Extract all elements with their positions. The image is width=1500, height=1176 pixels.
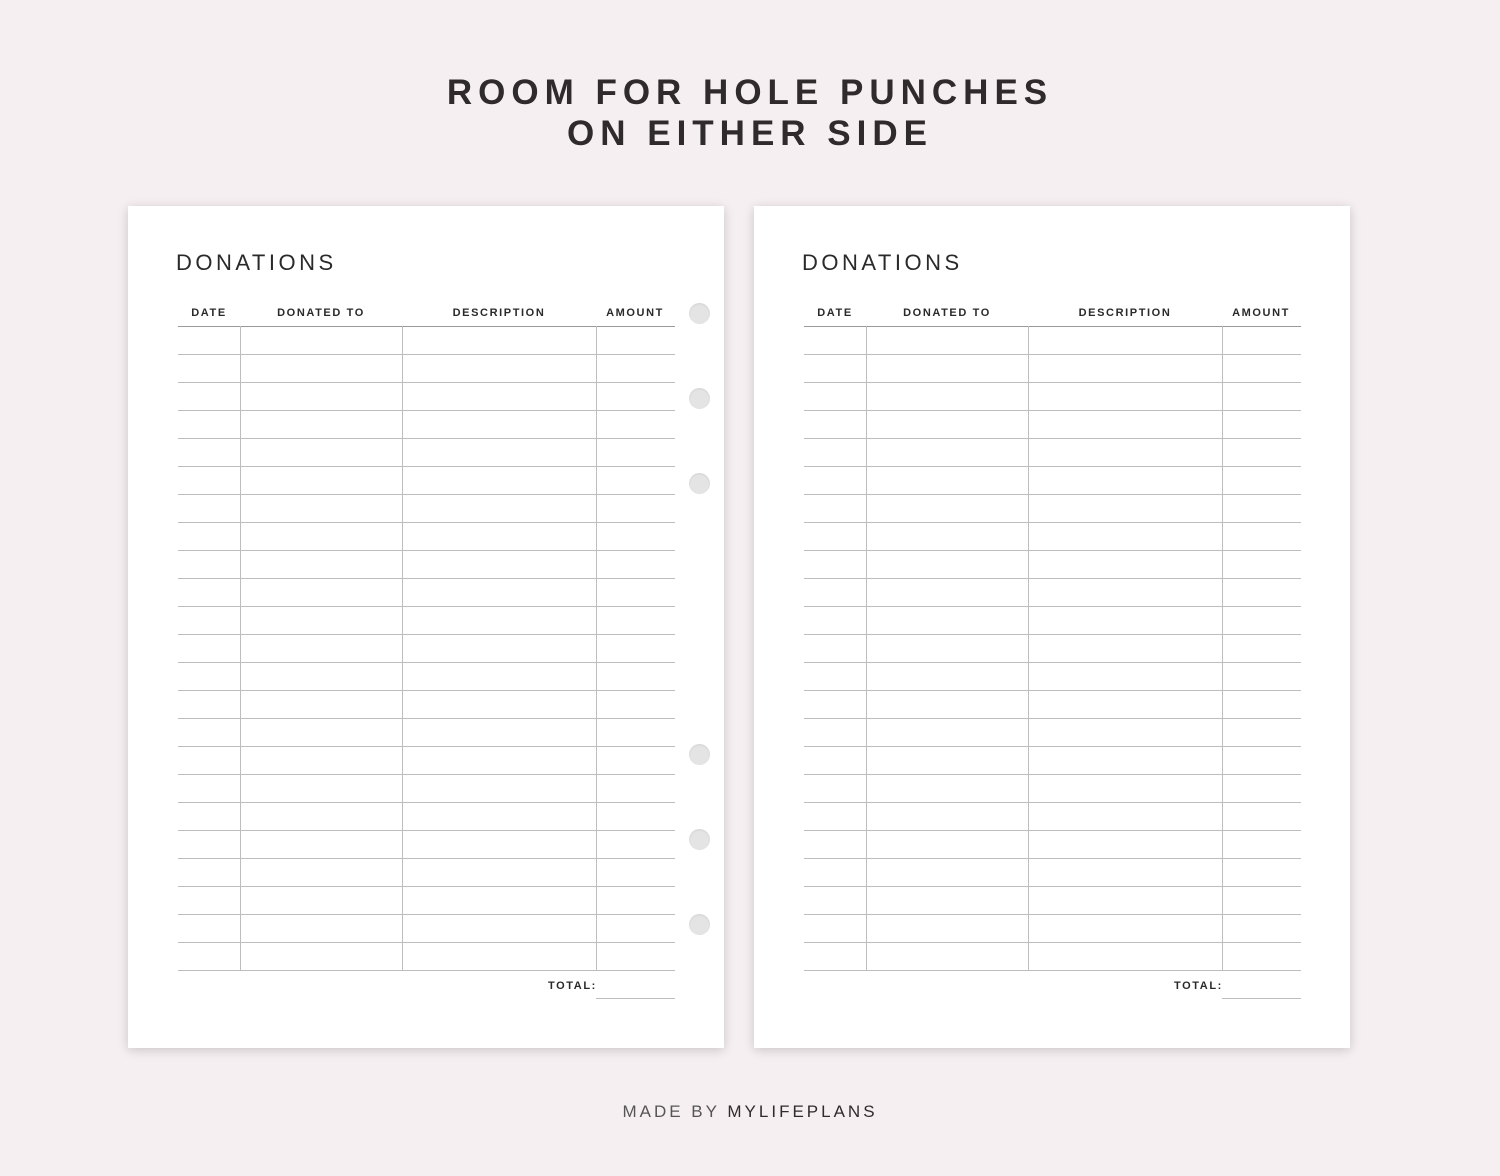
table-row-line (804, 578, 1301, 579)
column-header-donated-to: DONATED TO (277, 307, 365, 319)
table-row-line (178, 802, 675, 803)
column-header-description: DESCRIPTION (452, 307, 546, 319)
table-row-line (178, 858, 675, 859)
table-row-line (178, 410, 675, 411)
footer-brand: MYLIFEPLANS (727, 1102, 878, 1121)
header-rule (178, 326, 675, 327)
headline (0, 72, 1500, 154)
hole-punch-icon (689, 829, 710, 850)
table-row-line (804, 634, 1301, 635)
table-row-line (178, 550, 675, 551)
column-header-donated-to: DONATED TO (903, 307, 991, 319)
table-row-line (178, 578, 675, 579)
column-divider (866, 326, 867, 970)
table-row-line (178, 886, 675, 887)
footer-prefix: MADE BY (622, 1102, 720, 1121)
table-row-line (804, 354, 1301, 355)
donations-sheet-left (128, 206, 724, 1048)
table-row-line (178, 774, 675, 775)
headline-line-1: ROOM FOR HOLE PUNCHES (446, 73, 1054, 112)
table-row-line (804, 774, 1301, 775)
table-row-line (178, 522, 675, 523)
table-row-line (178, 830, 675, 831)
table-row-line (178, 494, 675, 495)
table-row-line (804, 550, 1301, 551)
table-row-line (804, 970, 1301, 971)
column-header-description: DESCRIPTION (1078, 307, 1172, 319)
column-header-date: DATE (191, 307, 227, 319)
headline-line-2: ON EITHER SIDE (567, 114, 933, 153)
table-row-line (804, 494, 1301, 495)
column-header-amount: AMOUNT (606, 307, 664, 319)
table-row-line (178, 914, 675, 915)
hole-punch-icon (689, 303, 710, 324)
column-header-date: DATE (817, 307, 853, 319)
column-divider (1222, 326, 1223, 970)
table-row-line (804, 382, 1301, 383)
table-row-line (804, 662, 1301, 663)
table-row-line (178, 466, 675, 467)
hole-punch-icon (689, 744, 710, 765)
total-label: TOTAL: (1174, 980, 1223, 992)
hole-punch-icon (689, 388, 710, 409)
column-divider (1028, 326, 1029, 970)
table-row-line (804, 690, 1301, 691)
total-field[interactable] (1222, 998, 1301, 999)
table-row-line (178, 438, 675, 439)
total-field[interactable] (596, 998, 675, 999)
sheet-title: DONATIONS (802, 250, 963, 275)
table-row-line (178, 354, 675, 355)
table-row-line (804, 830, 1301, 831)
sheet-title: DONATIONS (176, 250, 337, 275)
table-row-line (804, 438, 1301, 439)
table-row-line (178, 382, 675, 383)
table-row-line (178, 746, 675, 747)
table-row-line (178, 970, 675, 971)
donations-table (178, 326, 675, 970)
table-row-line (804, 718, 1301, 719)
table-row-line (178, 662, 675, 663)
donations-sheet-right (754, 206, 1350, 1048)
column-header-amount: AMOUNT (1232, 307, 1290, 319)
hole-punch-icon (689, 914, 710, 935)
table-row-line (178, 690, 675, 691)
table-row-line (804, 522, 1301, 523)
table-row-line (804, 746, 1301, 747)
column-divider (402, 326, 403, 970)
table-row-line (804, 886, 1301, 887)
column-divider (240, 326, 241, 970)
table-row-line (804, 802, 1301, 803)
footer-credit (0, 1102, 1500, 1122)
hole-punch-icon (689, 473, 710, 494)
table-row-line (178, 718, 675, 719)
total-label: TOTAL: (548, 980, 597, 992)
table-row-line (178, 634, 675, 635)
table-row-line (178, 942, 675, 943)
table-row-line (804, 410, 1301, 411)
table-row-line (178, 606, 675, 607)
column-divider (596, 326, 597, 970)
donations-table (804, 326, 1301, 970)
table-row-line (804, 466, 1301, 467)
table-row-line (804, 942, 1301, 943)
table-row-line (804, 606, 1301, 607)
header-rule (804, 326, 1301, 327)
table-row-line (804, 914, 1301, 915)
table-row-line (804, 858, 1301, 859)
